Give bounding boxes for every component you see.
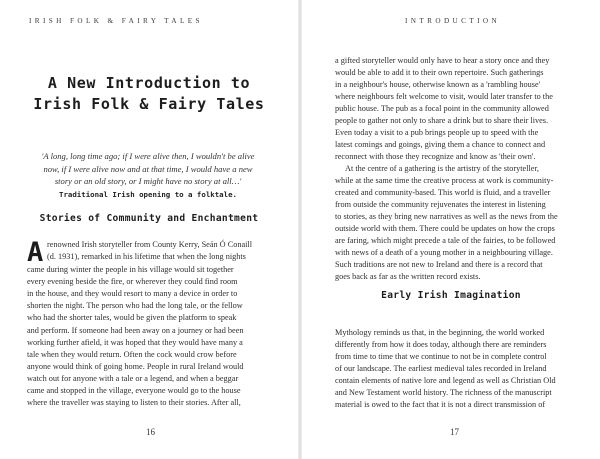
body-line: working further afield, it was hoped that they would have many a bbox=[27, 338, 243, 347]
running-head: INTRODUCTION bbox=[405, 17, 501, 25]
body-line: renowned Irish storyteller from County Kerry, Seán Ó Conaill bbox=[47, 240, 252, 249]
chapter-title-line: Irish Folk & Fairy Tales bbox=[33, 95, 265, 113]
epigraph-line: story or an old story, or I might have no story at all…' bbox=[54, 176, 242, 187]
body-line: a gifted storyteller would only have to hear a story once and they bbox=[335, 56, 550, 65]
body-line: with news of a death of a young mother in a neighbouring village. bbox=[335, 248, 553, 257]
body-line: contain elements of native lore and legend as well as Christian Old bbox=[335, 376, 556, 385]
body-line: and New Testament world history. The richness of the manuscript bbox=[335, 388, 552, 397]
section-title: Stories of Community and Enchantment bbox=[39, 213, 259, 224]
section-title: Early Irish Imagination bbox=[381, 290, 521, 301]
body-line: differently from how it does today, although there are reminders bbox=[335, 340, 547, 349]
body-line: where the traveller was staying to listen to their stories. After all, bbox=[27, 398, 241, 407]
body-line: latest comings and goings, giving them a chance to connect and bbox=[335, 140, 546, 149]
body-line: where neighbours felt welcome to visit, would later transfer to the bbox=[335, 92, 553, 101]
body-line: from outside the community rejuvenates the interest in listening bbox=[335, 200, 546, 209]
body-line: to stories, as they bring new narratives as well as the news from the bbox=[335, 212, 558, 221]
body-line: Such traditions are not new to Ireland and there is a record that bbox=[335, 260, 543, 269]
epigraph-line: now, if I were alive now and at that time, I would have a new bbox=[43, 163, 253, 174]
body-line: came and stopped in the village, everyone would go to the house bbox=[27, 386, 241, 395]
page-number: 17 bbox=[450, 427, 459, 437]
body-line: material is owed to the fact that it is not a direct transmission of bbox=[335, 400, 546, 409]
body-line: anyone would think of going home. People in rural Ireland would bbox=[27, 362, 244, 371]
body-line: At the centre of a gathering is the artistry of the storyteller, bbox=[345, 164, 539, 173]
body-line: in the house, and they would resort to many a device in order to bbox=[27, 289, 238, 298]
body-line: while at the same time the creative process at work is community- bbox=[335, 176, 554, 185]
right-page bbox=[302, 0, 600, 459]
running-head: IRISH FOLK & FAIRY TALES bbox=[29, 17, 203, 25]
epigraph bbox=[30, 150, 266, 188]
epigraph-line: 'A long, long time ago; if I were alive then, I wouldn't be alive bbox=[41, 151, 255, 161]
body-line: tale when they would return. Often the cock would crow before bbox=[27, 350, 237, 359]
chapter-title bbox=[20, 73, 278, 115]
body-line: Mythology reminds us that, in the beginning, the world worked bbox=[335, 328, 545, 337]
body-line: are faring, which might precede a tale of the fairies, to be followed bbox=[335, 236, 556, 245]
body-line: goes back as far as the written record exists. bbox=[335, 272, 481, 281]
body-line: public house. The pub as a focal point in the community allowed bbox=[335, 104, 549, 113]
body-line: of our landscape. The earliest medieval tales recorded in Ireland bbox=[335, 364, 547, 373]
body-line: from time to time that we continue to not be in complete control bbox=[335, 352, 547, 361]
left-page bbox=[0, 0, 298, 459]
chapter-title-line: A New Introduction to bbox=[47, 74, 251, 92]
body-line: who had the shorter tales, would be given the platform to speak bbox=[27, 313, 237, 322]
body-line: in a neighbour's house, otherwise known as a 'rambling house' bbox=[335, 80, 541, 89]
body-line: and perform. If someone had been away on a journey or had been bbox=[27, 326, 244, 335]
epigraph-source: Traditional Irish opening to a folktale. bbox=[59, 190, 237, 199]
body-line: outside world with them. There could be updates on how the crops bbox=[335, 224, 555, 233]
body-line: people to gather not only to share a drink but to share their lives. bbox=[335, 116, 549, 125]
body-line: Even today a visit to a pub brings people up to speed with the bbox=[335, 128, 539, 137]
body-line: came during winter the people in his village would sit together bbox=[27, 265, 234, 274]
body-line: reconnect with those they recognize and know as 'their own'. bbox=[335, 152, 536, 161]
body-line: would be able to add it to their own repertoire. Such gatherings bbox=[335, 68, 544, 77]
drop-cap: A bbox=[27, 237, 44, 268]
page-number: 16 bbox=[146, 427, 155, 437]
body-line: watch out for anyone with a tale or a legend, and when a beggar bbox=[27, 374, 239, 383]
body-line: (d. 1931), remarked in his lifetime that when the long nights bbox=[47, 252, 246, 261]
body-line: every evening beside the fire, or wherever they could find room bbox=[27, 277, 238, 286]
body-line: shorten the night. The person who had the long tale, or the fellow bbox=[27, 301, 243, 310]
body-line: created and community-based. This world is fluid, and a traveller bbox=[335, 188, 551, 197]
